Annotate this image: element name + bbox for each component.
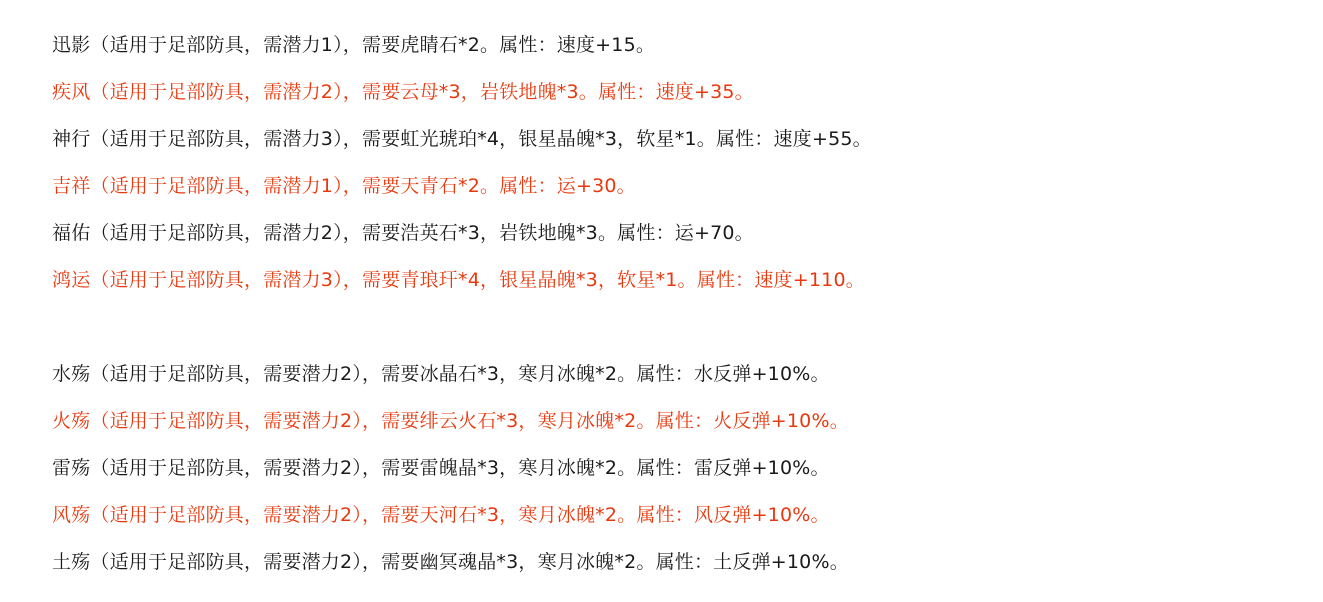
enchant-line: 风殇（适用于足部防具，需要潜力2），需要天河石*3，寒月冰魄*2。属性：风反弹+10%。 (52, 504, 830, 526)
enchant-line: 迅影（适用于足部防具，需潜力1），需要虎睛石*2。属性：速度+15。 (52, 34, 656, 56)
speed-luck-group (52, 22, 1323, 304)
element-reflect-group (52, 351, 1323, 586)
enchant-line: 福佑（适用于足部防具，需潜力2），需要浩英石*3，岩铁地魄*3。属性：运+70。 (52, 222, 754, 244)
enchant-line: 鸿运（适用于足部防具，需潜力3），需要青琅玕*4，银星晶魄*3，软星*1。属性：速度+110。 (52, 269, 865, 291)
enchant-line: 水殇（适用于足部防具，需要潜力2），需要冰晶石*3，寒月冰魄*2。属性：水反弹+10%。 (52, 363, 830, 385)
enchant-line: 吉祥（适用于足部防具，需潜力1），需要天青石*2。属性：运+30。 (52, 175, 636, 197)
enchant-line: 土殇（适用于足部防具，需要潜力2），需要幽冥魂晶*3，寒月冰魄*2。属性：土反弹+10%。 (52, 551, 849, 573)
enchant-line: 神行（适用于足部防具，需潜力3），需要虹光琥珀*4，银星晶魄*3，软星*1。属性：速度+55。 (52, 128, 872, 150)
enchant-line: 疾风（适用于足部防具，需潜力2），需要云母*3，岩铁地魄*3。属性：速度+35。 (52, 81, 754, 103)
group-separator (52, 304, 1323, 351)
enchant-line: 雷殇（适用于足部防具，需要潜力2），需要雷魄晶*3，寒月冰魄*2。属性：雷反弹+10%。 (52, 457, 830, 479)
enchant-line: 火殇（适用于足部防具，需要潜力2），需要绯云火石*3，寒月冰魄*2。属性：火反弹+10%。 (52, 410, 849, 432)
